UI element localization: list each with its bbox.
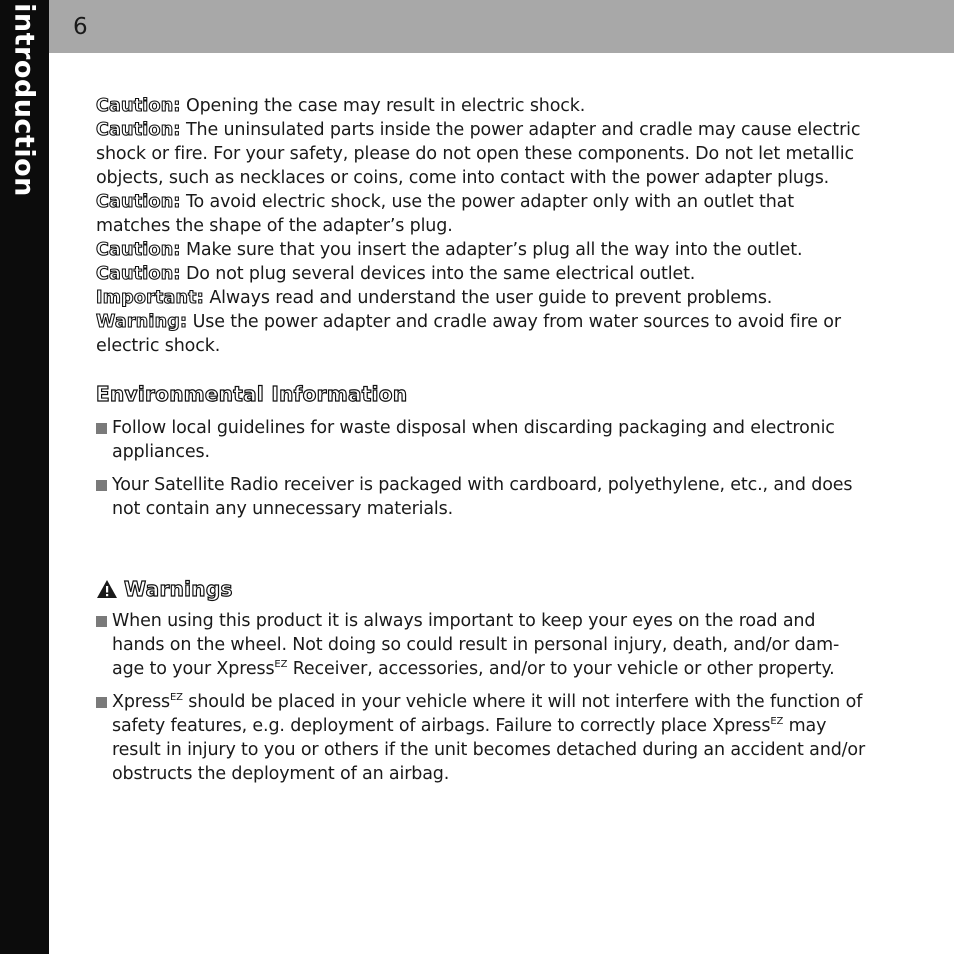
square-bullet-icon [96, 480, 107, 491]
warnings-list [96, 609, 866, 786]
list-item [96, 609, 866, 681]
notice [96, 118, 866, 190]
warnings-heading-row [96, 577, 866, 601]
text-part: should be placed in your vehicle where it will not interfere with the function of safety features, e.g. deployment of airbags. Failure to correctly place Xpress [112, 692, 863, 736]
text-part: Xpress [112, 692, 171, 712]
notice [96, 310, 866, 358]
notice [96, 286, 866, 310]
notice-label: Warning: [96, 312, 188, 332]
warnings-heading: Warnings [124, 577, 233, 601]
superscript: EZ [770, 716, 784, 727]
list-item-text [112, 611, 839, 679]
notice-text: The uninsulated parts inside the power adapter and cradle may cause electric shock or fire. For your safety, please do not open these components. Do not let metallic objects, such as necklaces or coins, come into contact with the power adapter plugs. [96, 120, 861, 188]
list-item [96, 473, 866, 521]
text-part: When using this product it is always important to keep your eyes on the road and hands on the wheel. Not doing so could result in personal injury, death, and/or dam-age to your Xpress [112, 611, 840, 679]
superscript: EZ [170, 692, 183, 703]
square-bullet-icon [96, 616, 107, 627]
page-header [49, 0, 954, 53]
notice-label: Caution: [96, 240, 181, 260]
notice-label: Caution: [96, 120, 181, 140]
notice-label: Caution: [96, 264, 181, 284]
notice-label: Caution: [96, 192, 181, 212]
page-content [96, 94, 866, 795]
text-part: may result in injury to you or others if the unit becomes detached during an accident and/or obstructs the deployment of an airbag. [112, 716, 866, 784]
environmental-heading: Environmental Information [96, 382, 408, 406]
notice-text: Always read and understand the user guide to prevent problems. [203, 288, 773, 308]
list-item [96, 416, 866, 464]
notice [96, 190, 866, 238]
list-item-text: Your Satellite Radio receiver is packaged with cardboard, polyethylene, etc., and does not contain any unnecessary materials. [112, 475, 853, 519]
notice-text: Make sure that you insert the adapter’s plug all the way into the outlet. [180, 240, 803, 260]
notice [96, 262, 866, 286]
notice-text: To avoid electric shock, use the power adapter only with an outlet that matches the shape of the adapter’s plug. [96, 192, 794, 236]
notice-text: Opening the case may result in electric shock. [180, 96, 586, 116]
list-item-text: Follow local guidelines for waste disposal when discarding packaging and electronic appliances. [112, 418, 835, 462]
section-label: introduction [8, 3, 40, 197]
warning-triangle-icon [96, 579, 118, 599]
notice-label: Caution: [96, 96, 181, 116]
environmental-list [96, 416, 866, 521]
notice [96, 238, 866, 262]
square-bullet-icon [96, 423, 107, 434]
page-number: 6 [73, 14, 88, 40]
square-bullet-icon [96, 697, 107, 708]
notice-text: Use the power adapter and cradle away from water sources to avoid fire or electric shock. [96, 312, 841, 356]
superscript: EZ [274, 659, 288, 670]
section-side-tab [0, 0, 49, 954]
notice [96, 94, 866, 118]
list-item [96, 690, 866, 786]
safety-notices [96, 94, 866, 358]
notice-label: Important: [96, 288, 204, 308]
notice-text: Do not plug several devices into the same electrical outlet. [180, 264, 696, 284]
list-item-text [112, 692, 865, 784]
text-part: Receiver, accessories, and/or to your vehicle or other property. [287, 659, 835, 679]
